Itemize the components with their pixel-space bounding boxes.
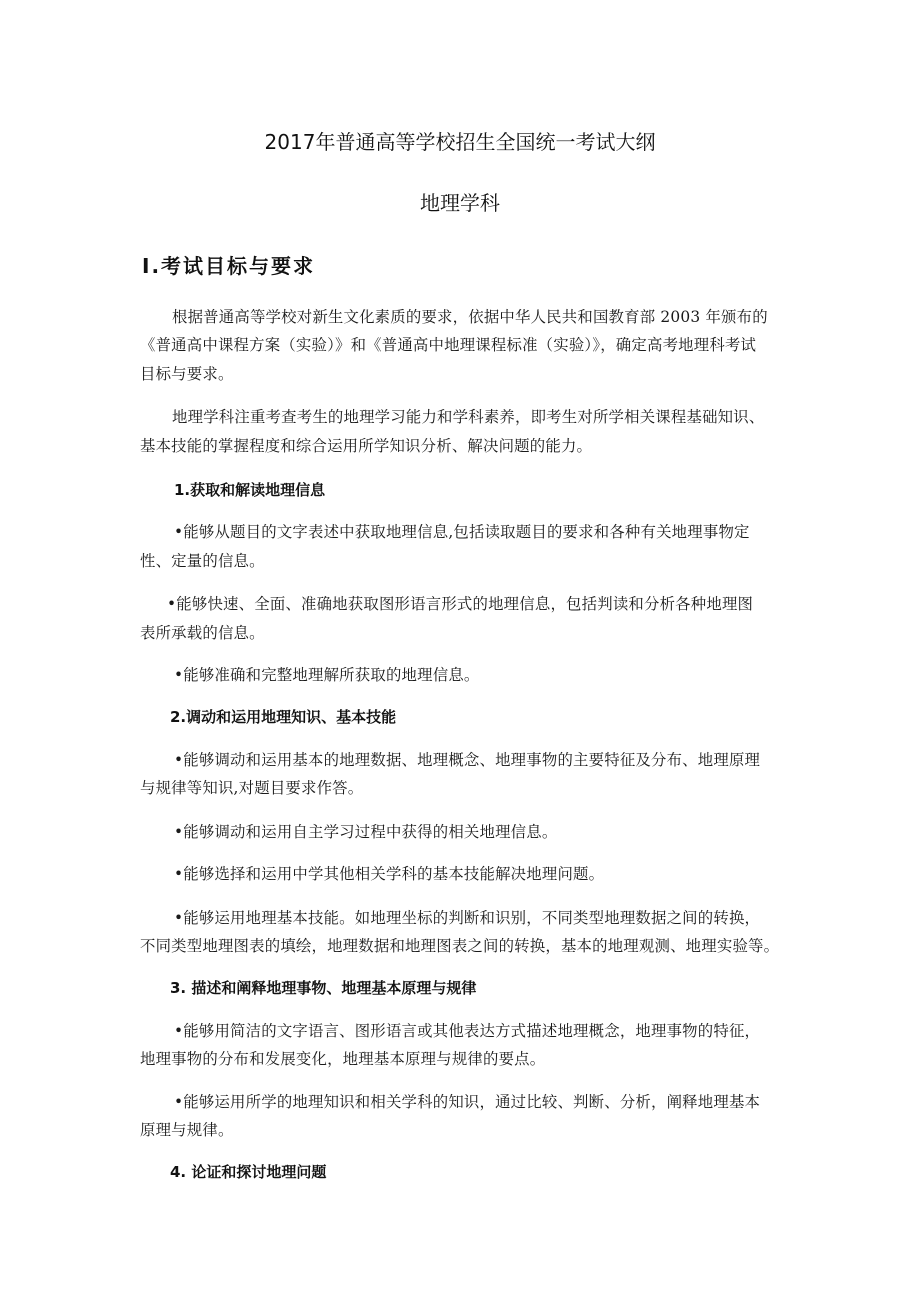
intro-paragraph-2-line-2: 基本技能的掌握程度和综合运用所学知识分析、解决问题的能力。 [140,437,593,455]
intro-paragraph-1-line-2: 《普通高中课程方案（实验）》和《普通高中地理课程标准（实验）》，确定高考地理科考试 [140,336,757,354]
bullet-3-2-line-2: 原理与规律。 [140,1121,234,1139]
bullet-1-2-line-2: 表所承载的信息。 [140,624,265,642]
bullet-1-2-line-1: •能够快速、全面、准确地获取图形语言形式的地理信息，包括判读和分析各种地理图 [167,595,754,613]
subsection-1-heading: 1.获取和解读地理信息 [174,481,326,499]
bullet-3-1-line-2: 地理事物的分布和发展变化，地理基本原理与规律的要点。 [140,1050,546,1068]
subsection-4-heading: 4. 论证和探讨地理问题 [170,1163,327,1181]
section-heading: Ⅰ.考试目标与要求 [142,254,316,278]
bullet-1-1-line-1: •能够从题目的文字表述中获取地理信息,包括读取题目的要求和各种有关地理事物定 [174,523,750,541]
document-title: 2017年普通高等学校招生全国统一考试大纲 [264,130,656,154]
bullet-2-1-line-1: •能够调动和运用基本的地理数据、地理概念、地理事物的主要特征及分布、地理原理 [174,751,761,769]
bullet-1-1-line-2: 性、定量的信息。 [140,552,265,570]
bullet-2-4-line-1: •能够运用地理基本技能。如地理坐标的判断和识别，不同类型地理数据之间的转换， [174,909,761,927]
bullet-3-2-line-1: •能够运用所学的地理知识和相关学科的知识，通过比较、判断、分析，阐释地理基本 [174,1093,761,1111]
bullet-1-3-line-1: •能够准确和完整地理解所获取的地理信息。 [174,666,480,684]
document-subtitle: 地理学科 [420,191,500,215]
bullet-2-3-line-1: •能够选择和运用中学其他相关学科的基本技能解决地理问题。 [174,865,605,883]
bullet-2-1-line-2: 与规律等知识,对题目要求作答。 [140,779,364,797]
bullet-2-4-line-2: 不同类型地理图表的填绘，地理数据和地理图表之间的转换，基本的地理观测、地理实验等。 [140,937,780,955]
subsection-3-heading: 3. 描述和阐释地理事物、地理基本原理与规律 [170,979,477,997]
intro-paragraph-2-line-1: 地理学科注重考查考生的地理学习能力和学科素养，即考生对所学相关课程基础知识、 [172,408,765,426]
intro-paragraph-1-line-1: 根据普通高等学校对新生文化素质的要求，依据中华人民共和国教育部 2003 年颁布的 [172,308,768,326]
intro-paragraph-1-line-3: 目标与要求。 [140,365,234,383]
bullet-3-1-line-1: •能够用简洁的文字语言、图形语言或其他表达方式描述地理概念，地理事物的特征， [174,1022,761,1040]
bullet-2-2-line-1: •能够调动和运用自主学习过程中获得的相关地理信息。 [174,823,558,841]
subsection-2-heading: 2.调动和运用地理知识、基本技能 [170,708,397,726]
